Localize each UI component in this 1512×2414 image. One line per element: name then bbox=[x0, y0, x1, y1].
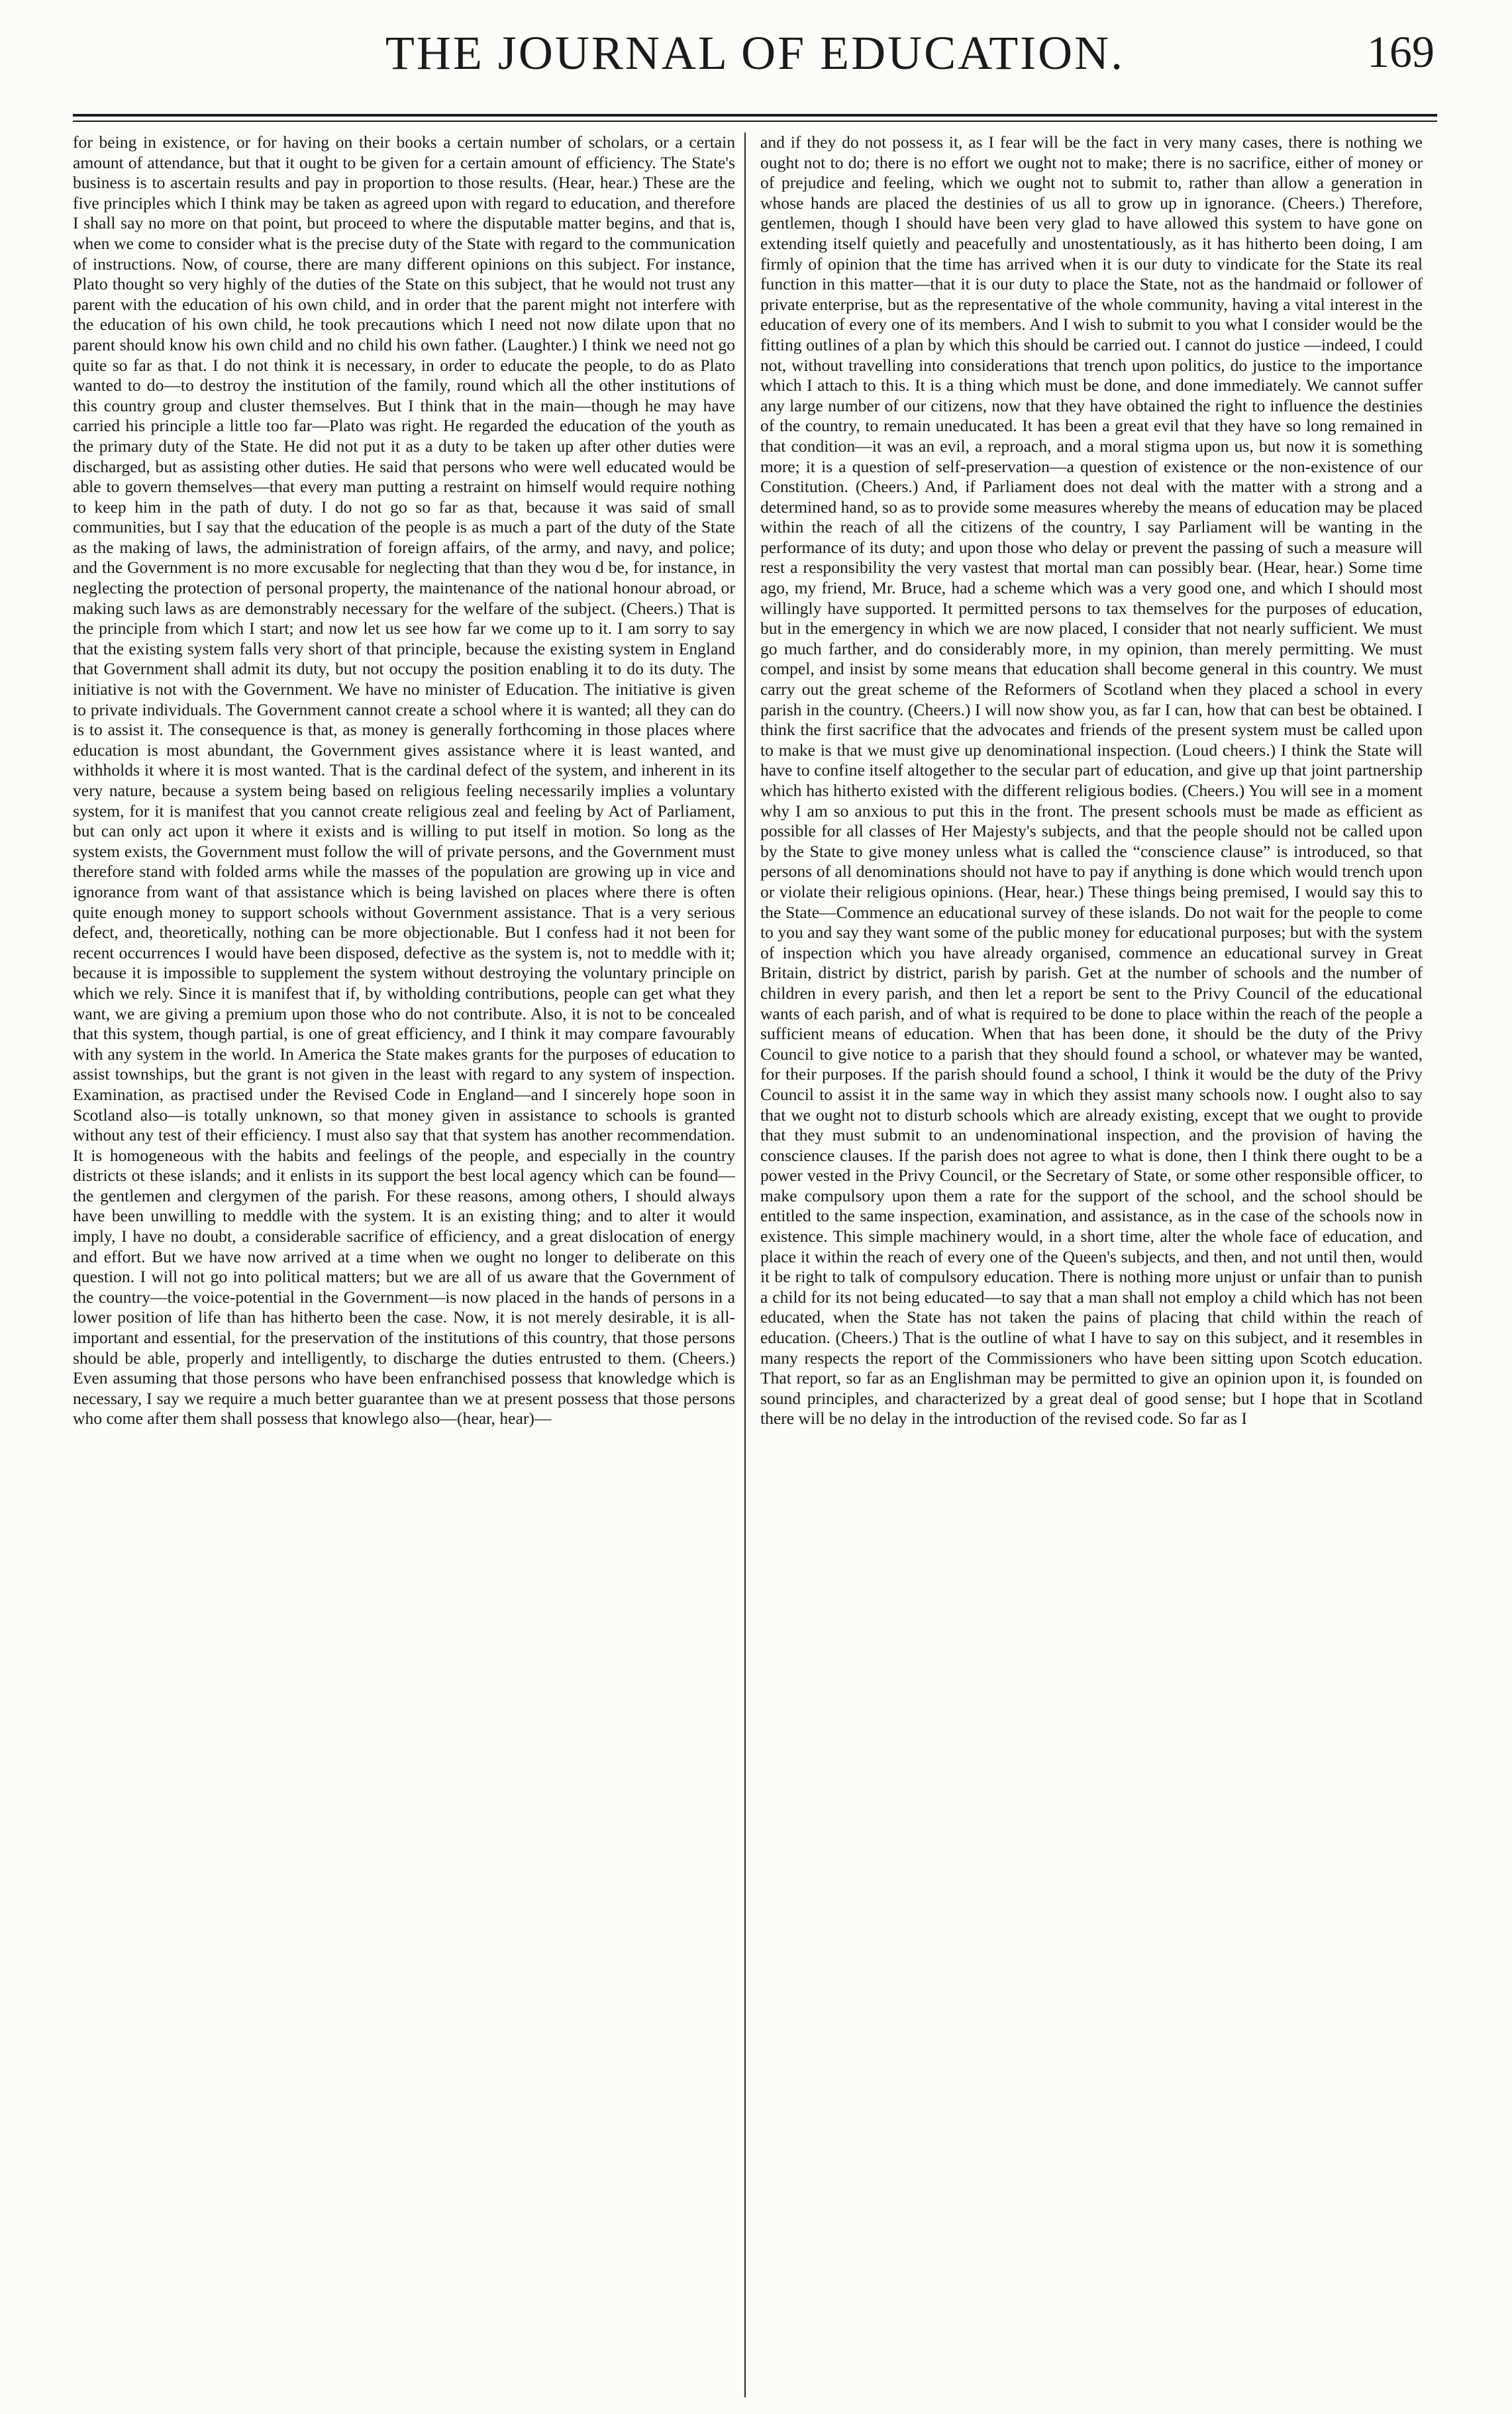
running-head bbox=[73, 23, 1437, 109]
right-column bbox=[760, 132, 1423, 2384]
page-number: 169 bbox=[1367, 26, 1435, 77]
journal-title: THE JOURNAL OF EDUCATION. bbox=[385, 26, 1125, 79]
right-column-text: and if they do not possess it, as I fear will be the fact in very many cases, there is nothing we ought not to do; there is no effort we ought not to make; there is no sacrifice, either of money or of prejudice and feeling, which we ought not to submit to, rather than allow a generation in whose hands are placed the destinies of us all to grow up in ignorance. (Cheers.) Therefore, gentlemen, though I should have been very glad to have allowed this system to have gone on extending itself quietly and peacefully and unostentatiously, as it has hitherto been doing, I am firmly of opinion that the time has arrived when it is our duty to vindicate for the State its real function in this matter—that it is our duty to place the State, not as the handmaid or follower of private enterprise, but as the representative of the whole community, having a vital interest in the education of every one of its members. And I wish to submit to you what I consider would be the fitting outlines of a plan by which this should be carried out. I cannot do justice —indeed, I could not, without travelling into considerations that trench upon politics, do justice to the importance which I attach to this. It is a thing which must be done, and done immediately. We cannot suffer any large number of our citizens, now that they have obtained the right to influence the destinies of the country, to remain uneducated. It has been a great evil that they have so long remained in that condition—it was an evil, a reproach, and a moral stigma upon us, but now it is something more; it is a question of self-preservation—a question of existence or the non-existence of our Constitution. (Cheers.) And, if Parliament does not deal with the matter with a strong and a determined hand, so as to provide some measures whereby the means of education may be placed within the reach of all the citizens of the country, I say Parliament will be wanting in the performance of its duty; and upon those who delay or prevent the passing of such a measure will rest a responsibility the very vastest that mortal man can possibly bear. (Hear, hear.) Some time ago, my friend, Mr. Bruce, had a scheme which was a very good one, and which I should most willingly have supported. It permitted persons to tax themselves for the purposes of education, but in the emergency in which we are now placed, I consider that not nearly sufficient. We must go much farther, and do considerably more, in my opinion, than merely permitting. We must compel, and insist by some means that education shall become general in this country. We must carry out the great scheme of the Reformers of Scotland when they placed a school in every parish in the country. (Cheers.) I will now show you, as far I can, how that can best be obtained. I think the first sacrifice that the advocates and friends of the present system must be called upon to make is that we must give up denominational inspection. (Loud cheers.) I think the State will have to confine itself altogether to the secular part of education, and give up that joint partnership which has hitherto existed with the different religious bodies. (Cheers.) You will see in a moment why I am so anxious to put this in the front. The present schools must be made as efficient as possible for all classes of Her Majesty's subjects, and that the people should not be called upon by the State to give money unless what is called the “conscience clause” is introduced, so that persons of all denominations should not have to pay if anything is done which would trench upon or violate their religious opinions. (Hear, hear.) These things being premised, I would say this to the State—Commence an educational survey of these islands. Do not wait for the people to come to you and say they want some of the public money for educational purposes; but with the system of inspection which you have already organised, commence an educational survey in Great Britain, district by district, parish by parish. Get at the number of schools and the number of children in every parish, and then let a report be sent to the Privy Council of the educational wants of each parish, and of what is required to be done to place within the reach of the people a sufficient means of education. When that has been done, it should be the duty of the Privy Council to give notice to a parish that they should found a school, or whatever may be wanted, for their purposes. If the parish should found a school, I think it would be the duty of the Privy Council to assist it in the same way in which they assist many schools now. I ought also to say that we ought not to disturb schools which are already existing, except that we ought to provide that they must submit to an undenominational inspection, and the provision of having the conscience clauses. If the parish does not agree to what is done, then I think there ought to be a power vested in the Privy Council, or the Secretary of State, or some other responsible officer, to make compulsory upon them a rate for the support of the school, and the school should be entitled to the same inspection, examination, and assistance, as in the case of the schools now in existence. This simple machinery would, in a short time, alter the whole face of education, and place it within the reach of every one of the Queen's subjects, and then, and not until then, would it be right to talk of compulsory education. There is nothing more unjust or unfair than to punish a child for its not being educated—to say that a man shall not employ a child which has not been educated, when the State has not taken the pains of placing that child within the reach of education. (Cheers.) That is the outline of what I have to say on this subject, and it resembles in many respects the report of the Commissioners who have been sitting upon Scotch education. That report, so far as an Englishman may be permitted to give an opinion upon it, is founded on sound principles, and characterized by a great deal of good sense; but I hope that in Scotland there will be no delay in the introduction of the revised code. So far as I bbox=[760, 132, 1423, 1429]
header-rule-thick bbox=[73, 114, 1437, 117]
header-rule-thin bbox=[73, 121, 1437, 122]
column-divider bbox=[744, 132, 746, 2397]
left-column bbox=[73, 132, 735, 2384]
left-column-text: for being in existence, or for having on their books a certain number of scholars, or a certain amount of attendance, but that it ought to be given for a certain amount of efficiency. The State's business is to ascertain results and pay in proportion to those results. (Hear, hear.) These are the five principles which I think may be taken as agreed upon with regard to education, and therefore I shall say no more on that point, but proceed to where the disputable matter begins, and that is, when we come to consider what is the precise duty of the State with regard to the communication of instructions. Now, of course, there are many different opinions on this subject. For instance, Plato thought so very highly of the duties of the State on this subject, that he would not trust any parent with the education of his own child, and in order that the parent might not interfere with the education of his own child, he took precautions which I need not now dilate upon that no parent should know his own child and no child his own father. (Laughter.) I think we need not go quite so far as that. I do not think it is necessary, in order to educate the people, to do as Plato wanted to do—to destroy the institution of the family, round which all the other institutions of this country group and cluster themselves. But I think that in the main—though he may have carried his principle a little too far—Plato was right. He regarded the education of the youth as the primary duty of the State. He did not put it as a duty to be taken up after other duties were discharged, but as assisting other duties. He said that persons who were well educated would be able to govern themselves—that every man putting a restraint on himself would require nothing to keep him in the path of duty. I do not go so far as that, because it was said of small communities, but I say that the education of the people is as much a part of the duty of the State as the making of laws, the administration of foreign affairs, of the army, and navy, and police; and the Government is no more excusable for neglecting that than they wou d be, for instance, in neglecting the protection of personal property, the maintenance of the national honour abroad, or making such laws as are demonstrably necessary for the welfare of the subject. (Cheers.) That is the principle from which I start; and now let us see how far we come up to it. I am sorry to say that the existing system falls very short of that principle, because the existing system in England that Government shall admit its duty, but not occupy the position enabling it to do its duty. The initiative is not with the Government. We have no minister of Education. The initiative is given to private individuals. The Government cannot create a school where it is wanted; all they can do is to assist it. The consequence is that, as money is generally forthcoming in those places where education is most abundant, the Government gives assistance where it is least wanted, and withholds it where it is most wanted. That is the cardinal defect of the system, and inherent in its very nature, because a system being based on religious feeling necessarily implies a voluntary system, for it is manifest that you cannot create religious zeal and feeling by Act of Parliament, but can only act upon it where it exists and is willing to put itself in motion. So long as the system exists, the Government must follow the will of private persons, and the Government must therefore stand with folded arms while the masses of the population are growing up in vice and ignorance from want of that assistance which is being lavished on places where there is often quite enough money to support schools without Government assistance. That is a very serious defect, and, theoretically, nothing can be more objectionable. But I confess had it not been for recent occurrences I would have been disposed, defective as the system is, not to meddle with it; because it is impossible to supplement the system without destroying the voluntary principle on which we rely. Since it is manifest that if, by witholding contributions, people can get what they want, we are giving a premium upon those who do not contribute. Also, it is not to be concealed that this system, though partial, is one of great efficiency, and I think it may compare favourably with any system in the world. In America the State makes grants for the purposes of education to assist townships, but the grant is not given in the least with regard to any system of inspection. Examination, as practised under the Revised Code in England—and I sincerely hope soon in Scotland also—is totally unknown, so that money given in assistance to schools is granted without any test of their efficiency. I must also say that that system has another recommendation. It is homogeneous with the habits and feelings of the people, and especially in the country districts ot these islands; and it enlists in its support the best local agency which can be found—the gentlemen and clergymen of the parish. For these reasons, among others, I should always have been unwilling to meddle with the system. It is an existing thing; and to alter it would imply, I have no doubt, a considerable sacrifice of efficiency, and a great dislocation of energy and effort. But we have now arrived at a time when we ought no longer to deliberate on this question. I will not go into political matters; but we are all of us aware that the Government of the country—the voice-potential in the Government—is now placed in the hands of persons in a lower position of life than has hitherto been the case. Now, it is not merely desirable, it is all-important and essential, for the preservation of the institutions of this country, that those persons should be able, properly and intelligently, to discharge the duties entrusted to them. (Cheers.) Even assuming that those persons who have been enfranchised possess that knowledge which is necessary, I say we require a much better guarantee than we at present possess that those persons who come after them shall possess that knowlego also—(hear, hear)— bbox=[73, 132, 735, 1429]
